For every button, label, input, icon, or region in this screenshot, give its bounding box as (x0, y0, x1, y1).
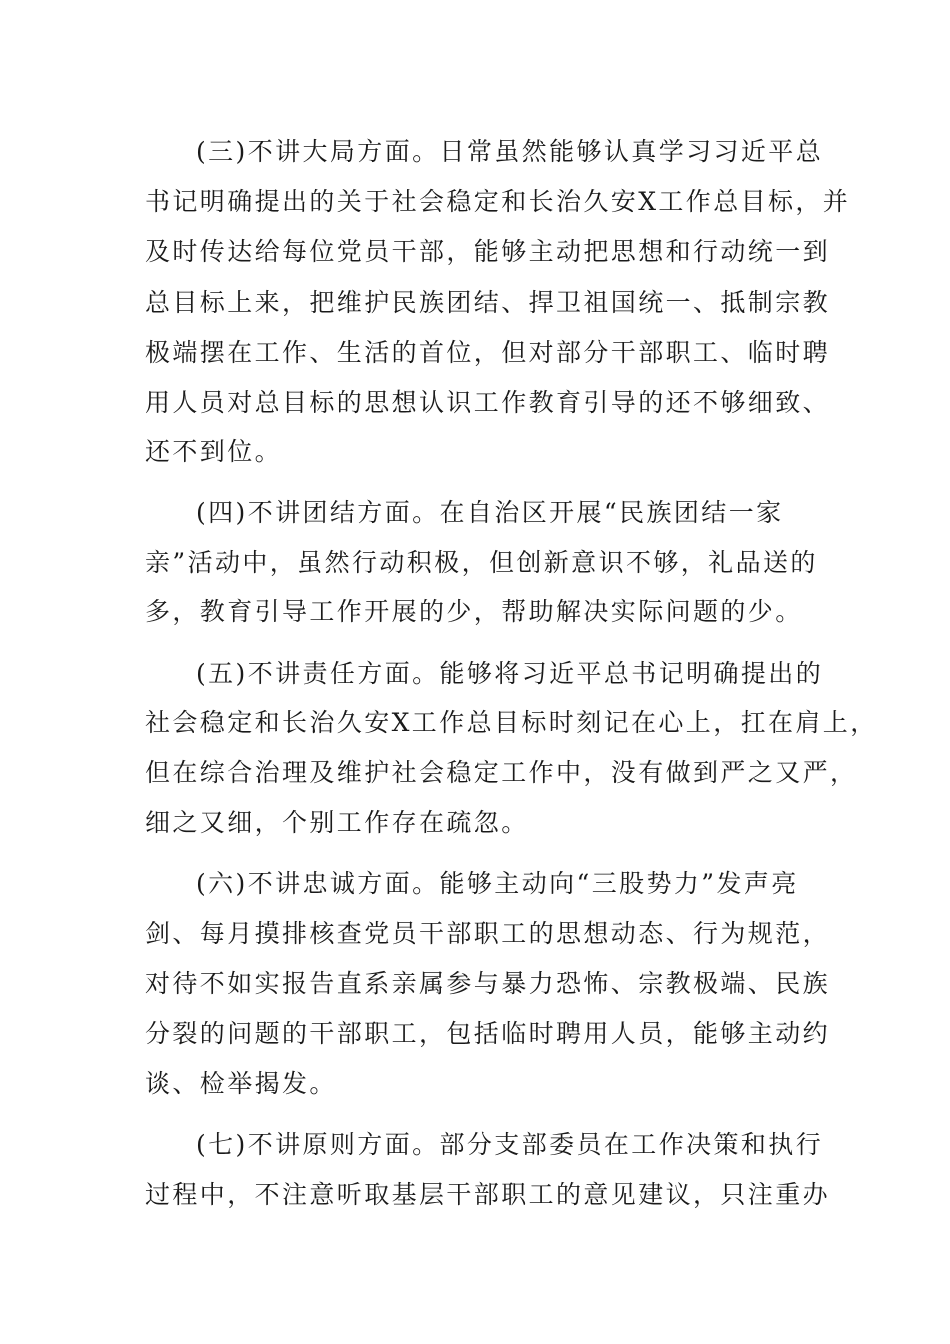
text-line: 剑、每月摸排核查党员干部职工的思想动态、行为规范， (145, 919, 831, 948)
text-line: 但在综合治理及维护社会稳定工作中，没有做到严之又严， (145, 758, 858, 787)
text-line: 多，教育引导工作开展的少，帮助解决实际问题的少。 (145, 597, 803, 626)
text-line: 过程中，不注意听取基层干部职工的意见建议，只注重办 (145, 1180, 831, 1209)
text-line: (四)不讲团结方面。在自治区开展“民族团结一家 (196, 498, 784, 527)
text-line: (五)不讲责任方面。能够将习近平总书记明确提出的 (196, 659, 824, 688)
text-line: 谈、检举揭发。 (145, 1069, 337, 1098)
text-line: 书记明确提出的关于社会稳定和长治久安X工作总目标，并 (145, 187, 851, 216)
text-line: 极端摆在工作、生活的首位，但对部分干部职工、临时聘 (145, 338, 831, 367)
text-line: (七)不讲原则方面。部分支部委员在工作决策和执行 (196, 1130, 824, 1159)
text-line: 对待不如实报告直系亲属参与暴力恐怖、宗教极端、民族 (145, 969, 831, 998)
text-line: 亲”活动中，虽然行动积极，但创新意识不够，礼品送的 (145, 548, 818, 577)
text-line: 及时传达给每位党员干部，能够主动把思想和行动统一到 (145, 237, 831, 266)
text-line: 还不到位。 (145, 437, 283, 466)
text-line: 用人员对总目标的思想认识工作教育引导的还不够细致、 (145, 388, 831, 417)
text-line: (三)不讲大局方面。日常虽然能够认真学习习近平总 (196, 137, 824, 166)
text-line: 分裂的问题的干部职工，包括临时聘用人员，能够主动约 (145, 1019, 831, 1048)
text-line: 社会稳定和长治久安X工作总目标时刻记在心上，扛在肩上， (145, 708, 878, 737)
text-line: (六)不讲忠诚方面。能够主动向“三股势力”发声亮 (196, 869, 799, 898)
text-line: 总目标上来，把维护民族团结、捍卫祖国统一、抵制宗教 (145, 288, 831, 317)
text-line: 细之又细，个别工作存在疏忽。 (145, 808, 529, 837)
